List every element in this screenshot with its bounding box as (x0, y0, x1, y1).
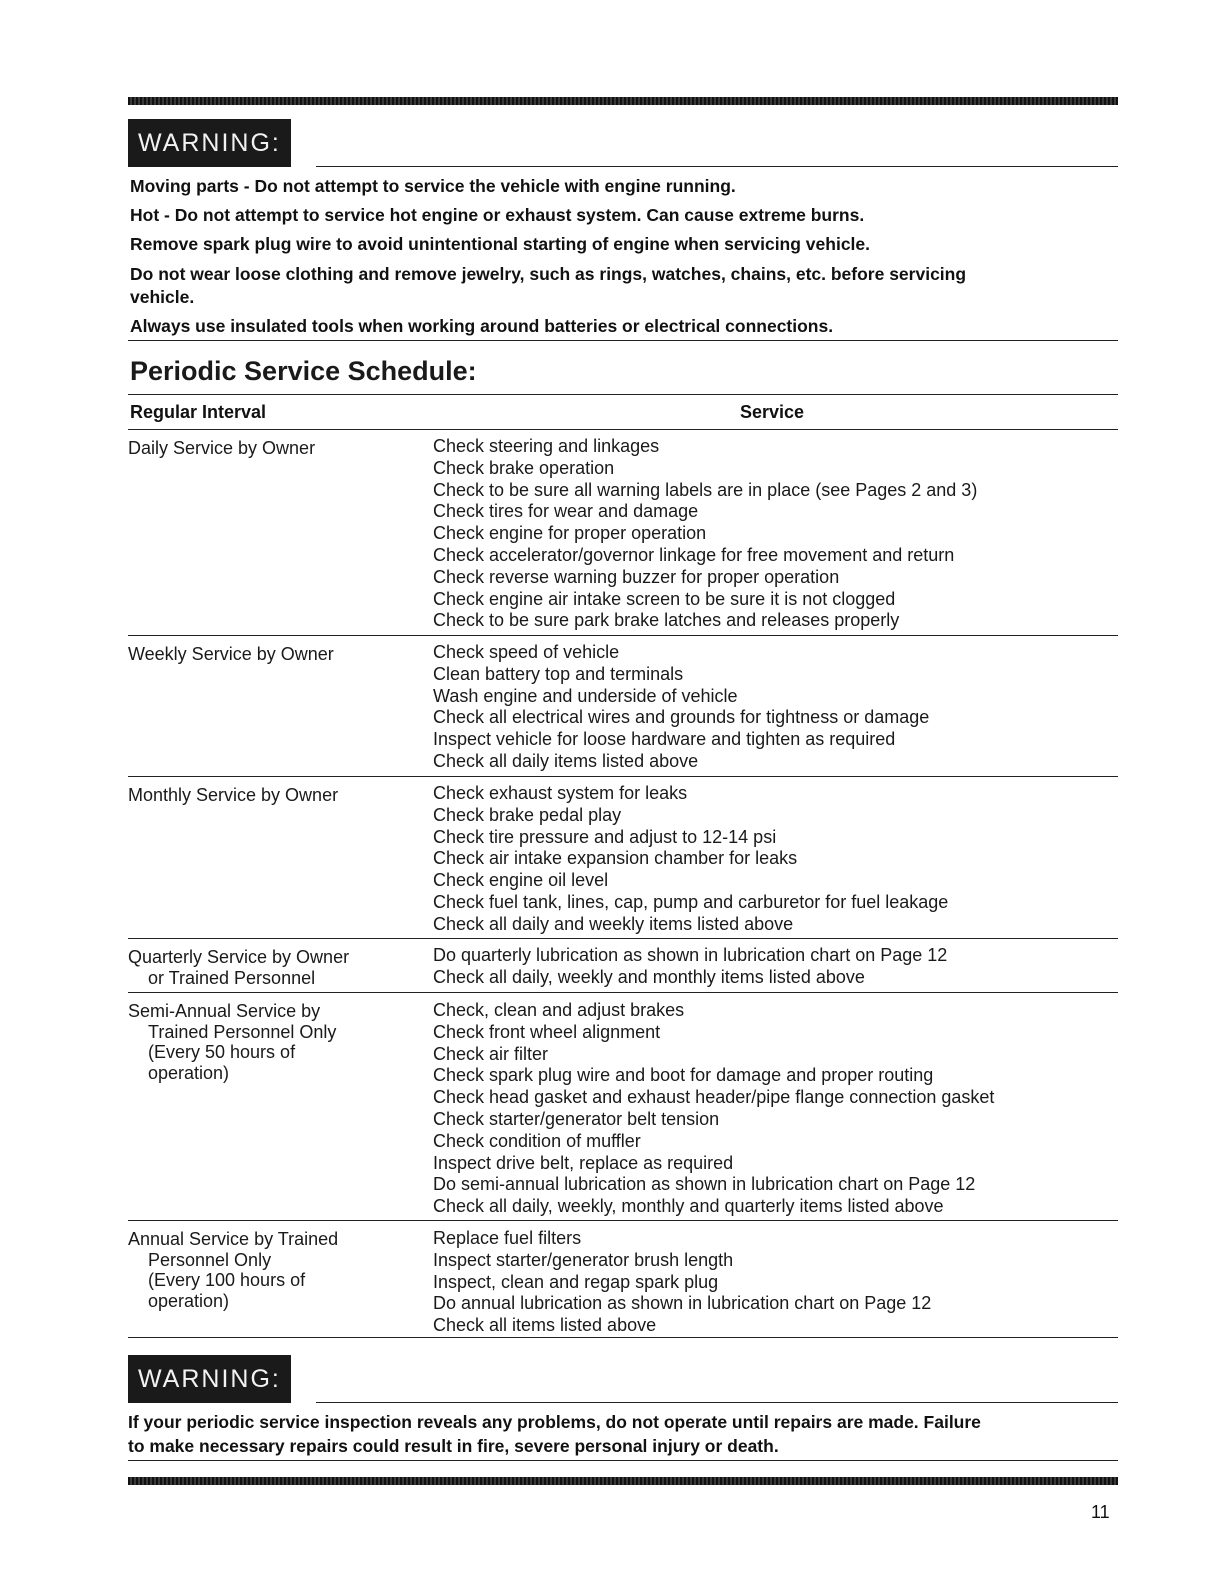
divider (128, 635, 1118, 636)
divider (128, 1220, 1118, 1221)
interval-weekly: Weekly Service by Owner (128, 644, 334, 664)
list-item: Check brake operation (433, 457, 615, 478)
list-item: Check exhaust system for leaks (433, 783, 688, 803)
list-item: Inspect drive belt, replace as required (433, 1152, 734, 1173)
divider (128, 992, 1118, 993)
warning-line: Do not wear loose clothing and remove jewelry, such as rings, watches, chains, etc. before servicing (130, 264, 967, 284)
list-item: Check air filter (433, 1043, 549, 1064)
list-item: Do quarterly lubrication as shown in lubrication chart on Page 12 (433, 945, 948, 965)
list-item: Inspect starter/generator brush length (433, 1249, 734, 1270)
list-item: Check brake pedal play (433, 804, 622, 825)
warning-underline (316, 1402, 1118, 1403)
divider (128, 1460, 1118, 1461)
warning-line: If your periodic service inspection reveals any problems, do not operate until repairs are made. Failure (128, 1412, 981, 1432)
top-divider-bar (128, 97, 1118, 105)
divider (128, 776, 1118, 777)
list-item: Check condition of muffler (433, 1130, 641, 1151)
divider (128, 938, 1118, 939)
list-item: Check air intake expansion chamber for leaks (433, 848, 798, 869)
list-item: Inspect vehicle for loose hardware and tighten as required (433, 729, 896, 750)
warning-line: Remove spark plug wire to avoid unintentional starting of engine when servicing vehicle. (130, 234, 871, 254)
list-item: Check tire pressure and adjust to 12-14 psi (433, 826, 777, 847)
list-item: Check head gasket and exhaust header/pipe flange connection gasket (433, 1087, 995, 1108)
interval-quarterly: Quarterly Service by Owner or Trained Personnel (128, 947, 350, 988)
list-item: Do semi-annual lubrication as shown in lubrication chart on Page 12 (433, 1174, 976, 1195)
list-item: Check to be sure all warning labels are in place (see Pages 2 and 3) (433, 479, 978, 500)
warning-line: Always use insulated tools when working around batteries or electrical connections. (130, 316, 834, 336)
list-item: Replace fuel filters (433, 1228, 582, 1248)
service-items-monthly (433, 783, 1113, 936)
interval-semi-annual: Semi-Annual Service by Trained Personnel Only (Every 50 hours of operation) (128, 1001, 337, 1083)
list-item: Clean battery top and terminals (433, 663, 684, 684)
list-item: Check all daily and weekly items listed above (433, 913, 794, 934)
interval-monthly: Monthly Service by Owner (128, 785, 339, 805)
warning-line: vehicle. (130, 287, 195, 307)
bottom-divider-bar (128, 1477, 1118, 1485)
list-item: Check accelerator/governor linkage for free movement and return (433, 544, 955, 565)
service-items-quarterly (433, 945, 1113, 989)
list-item: Check engine air intake screen to be sure it is not clogged (433, 588, 896, 609)
page-title: Periodic Service Schedule: (130, 356, 477, 386)
divider (128, 1337, 1118, 1338)
list-item: Inspect, clean and regap spark plug (433, 1271, 719, 1292)
list-item: Check fuel tank, lines, cap, pump and carburetor for fuel leakage (433, 891, 949, 912)
service-items-weekly (433, 642, 1113, 773)
list-item: Check to be sure park brake latches and releases properly (433, 610, 900, 631)
list-item: Check front wheel alignment (433, 1021, 661, 1042)
list-item: Check engine oil level (433, 870, 609, 891)
list-item: Check all items listed above (433, 1315, 657, 1336)
page-number: 11 (1091, 1502, 1110, 1522)
list-item: Check starter/generator belt tension (433, 1108, 720, 1129)
divider (128, 340, 1118, 341)
list-item: Check steering and linkages (433, 436, 660, 456)
list-item: Check all electrical wires and grounds for tightness or damage (433, 707, 930, 728)
list-item: Check all daily, weekly, monthly and quarterly items listed above (433, 1196, 944, 1217)
divider (128, 394, 1118, 395)
list-item: Check all daily, weekly and monthly items listed above (433, 966, 865, 987)
service-items-annual (433, 1228, 1113, 1337)
list-item: Check tires for wear and damage (433, 501, 699, 522)
warning-badge: WARNING: (128, 119, 291, 167)
interval-daily: Daily Service by Owner (128, 438, 316, 458)
warning-underline (316, 166, 1118, 167)
column-header-service: Service (740, 402, 805, 422)
list-item: Check engine for proper operation (433, 523, 707, 544)
warning-line: to make necessary repairs could result in fire, severe personal injury or death. (128, 1436, 779, 1456)
list-item: Do annual lubrication as shown in lubrication chart on Page 12 (433, 1293, 932, 1314)
column-header-interval: Regular Interval (130, 402, 267, 422)
service-items-semi-annual (433, 1000, 1113, 1218)
warning-header-bottom (128, 1355, 1118, 1403)
warning-line: Moving parts - Do not attempt to service the vehicle with engine running. (130, 176, 736, 196)
warning-line: Hot - Do not attempt to service hot engine or exhaust system. Can cause extreme burns. (130, 205, 865, 225)
warning-header-top (128, 119, 1118, 167)
list-item: Wash engine and underside of vehicle (433, 685, 738, 706)
list-item: Check reverse warning buzzer for proper operation (433, 566, 840, 587)
warning-badge: WARNING: (128, 1355, 291, 1403)
list-item: Check all daily items listed above (433, 750, 699, 771)
list-item: Check, clean and adjust brakes (433, 1000, 685, 1020)
divider (128, 429, 1118, 430)
list-item: Check speed of vehicle (433, 642, 620, 662)
service-items-daily (433, 436, 1113, 632)
interval-annual: Annual Service by Trained Personnel Only (Every 100 hours of operation) (128, 1229, 339, 1311)
list-item: Check spark plug wire and boot for damage and proper routing (433, 1065, 934, 1086)
